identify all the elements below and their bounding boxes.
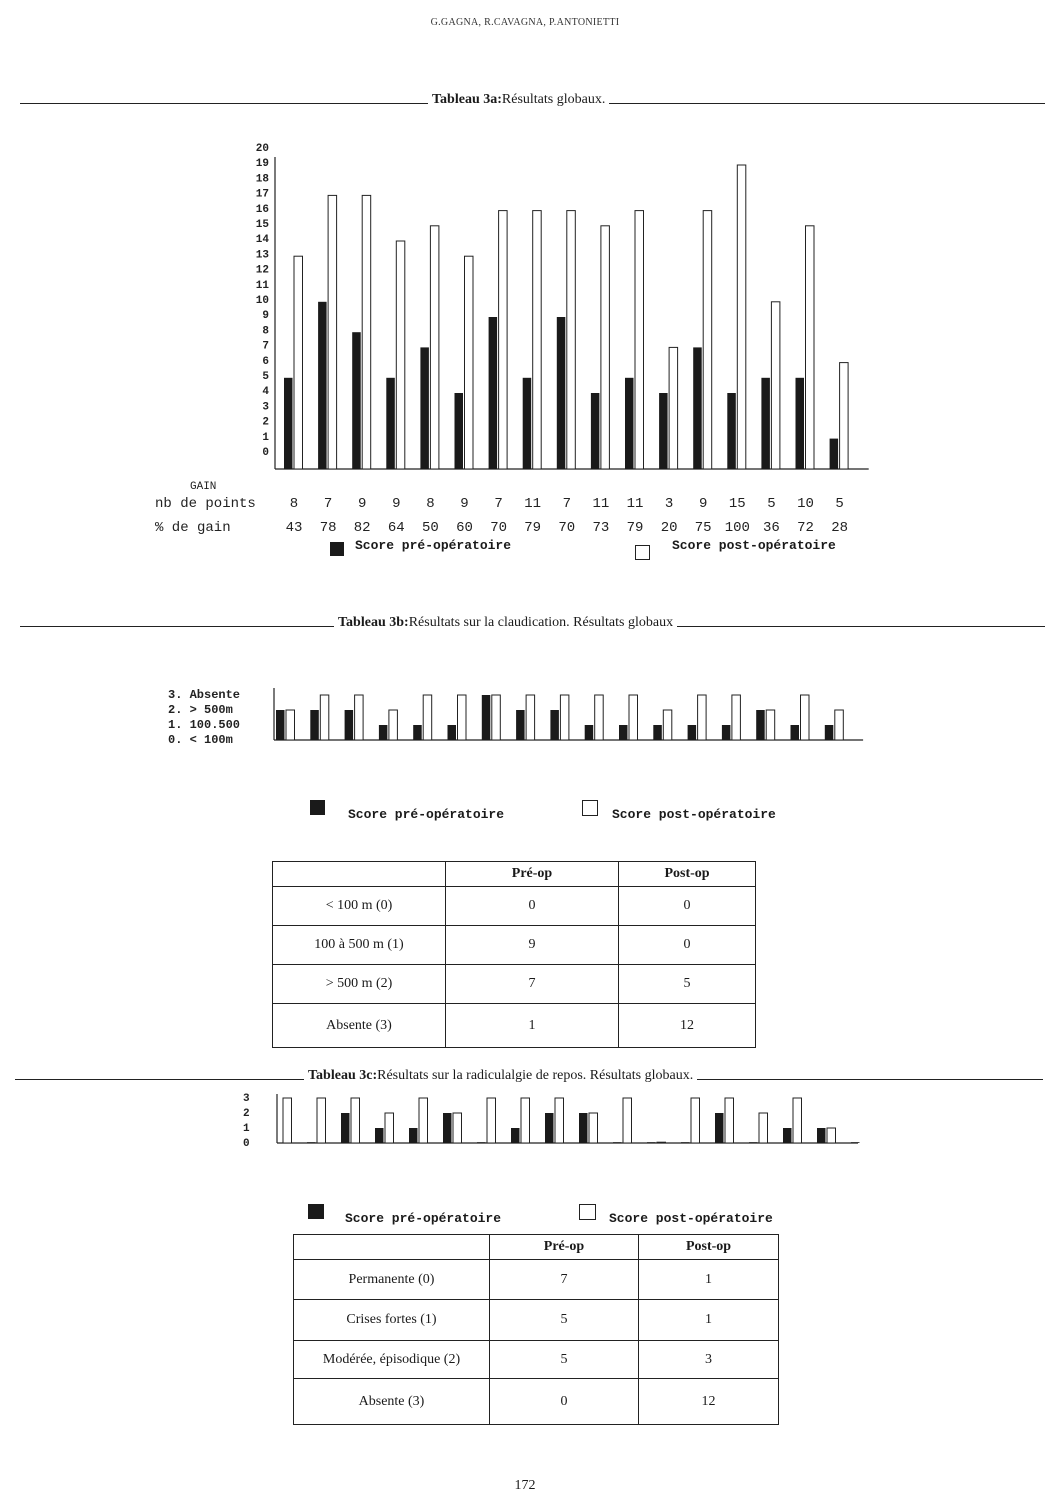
y-tick-label: 13 xyxy=(255,249,269,262)
tableau-3a-title-bar xyxy=(20,92,1045,112)
gain-pct-value: 60 xyxy=(456,520,473,536)
bar-pre-op xyxy=(341,1113,350,1143)
bar-post-op xyxy=(430,226,439,469)
gain-points-value: 5 xyxy=(767,496,776,512)
bar-post-op xyxy=(567,211,576,469)
bar-pre-op xyxy=(482,695,491,740)
gain-pct-value: 70 xyxy=(490,520,508,536)
table-row xyxy=(294,1379,779,1425)
bar-pre-op xyxy=(688,725,697,740)
pre-op-value: 7 xyxy=(446,965,619,1004)
bar-post-op xyxy=(732,695,741,740)
bar-pre-op xyxy=(386,378,395,469)
row-label: Modérée, épisodique (2) xyxy=(294,1341,490,1379)
bar-pre-op xyxy=(756,710,765,740)
chart-3b xyxy=(160,682,880,752)
row-label: Permanente (0) xyxy=(294,1260,490,1300)
bar-post-op xyxy=(521,1098,530,1143)
gain-pct-value: 20 xyxy=(660,520,678,536)
tableau-3c-title: Tableau 3c:Résultats sur la radiculalgie de repos. Résultats globaux. xyxy=(304,1068,697,1084)
bar-pre-op xyxy=(749,1142,758,1143)
bar-post-op xyxy=(601,226,610,469)
table-row xyxy=(273,926,756,965)
bar-post-op xyxy=(492,695,501,740)
gain-points-value: 11 xyxy=(626,496,644,512)
bar-pre-op xyxy=(345,710,354,740)
bar-post-op xyxy=(595,695,604,740)
y-tick-label: 14 xyxy=(255,234,269,247)
running-header: G.GAGNA, R.CAVAGNA, P.ANTONIETTI xyxy=(430,17,620,28)
legend-post-label-3c: Score post-opératoire xyxy=(609,1211,773,1226)
pre-op-value: 1 xyxy=(446,1004,619,1048)
bar-post-op xyxy=(396,241,405,469)
bar-pre-op xyxy=(647,1142,656,1143)
tableau-3c-title-bar xyxy=(15,1068,1043,1088)
bar-pre-op xyxy=(830,439,839,469)
bar-post-op xyxy=(835,710,844,740)
bar-post-op xyxy=(286,710,295,740)
y-tick-label: 16 xyxy=(255,203,269,216)
bar-post-op xyxy=(589,1113,598,1143)
bar-pre-op xyxy=(477,1142,486,1143)
pre-op-value: 0 xyxy=(446,887,619,926)
bar-pre-op xyxy=(443,1113,452,1143)
gain-points-value: 8 xyxy=(289,496,299,512)
table-row xyxy=(294,1300,779,1341)
gain-points-value: 10 xyxy=(797,496,814,512)
gain-points-value: 8 xyxy=(426,496,435,512)
bar-pre-op xyxy=(761,378,770,469)
header-cell xyxy=(294,1235,490,1260)
y-tick-label: 0 xyxy=(243,1138,250,1150)
y-tick-label: 3 xyxy=(262,401,269,414)
bar-pre-op xyxy=(659,393,668,469)
gain-pct-label: % de gain xyxy=(155,520,231,536)
gain-points-value: 7 xyxy=(562,496,572,512)
legend-post-swatch-3c xyxy=(579,1204,596,1220)
bar-pre-op xyxy=(276,710,285,740)
tableau-3b-title: Tableau 3b:Résultats sur la claudication. Résultats globaux xyxy=(334,615,677,631)
bar-pre-op xyxy=(511,1128,520,1143)
bar-pre-op xyxy=(550,710,559,740)
bar-pre-op xyxy=(791,725,800,740)
bar-post-op xyxy=(283,1098,292,1143)
y-tick-label: 7 xyxy=(262,340,269,353)
table-row xyxy=(273,1004,756,1048)
gain-pct-value: 70 xyxy=(558,520,576,536)
chart-3a xyxy=(140,135,880,565)
bar-pre-op xyxy=(352,332,361,469)
y-tick-label: 5 xyxy=(262,371,269,383)
bar-pre-op xyxy=(715,1113,724,1143)
bar-post-op xyxy=(623,1098,632,1143)
legend-pre-swatch-3b xyxy=(310,800,325,815)
gain-points-value: 5 xyxy=(835,496,844,512)
y-level-label: 3. Absente xyxy=(168,688,241,702)
y-tick-label: 2 xyxy=(262,416,269,429)
y-tick-label: 9 xyxy=(262,310,269,323)
bar-pre-op xyxy=(409,1128,418,1143)
bar-post-op xyxy=(669,347,678,469)
bar-post-op xyxy=(663,710,672,740)
table-header-row xyxy=(273,862,756,887)
y-tick-label: 6 xyxy=(262,355,269,368)
tableau-3a-title: Tableau 3a:Résultats globaux. xyxy=(428,92,609,108)
y-tick-label: 18 xyxy=(255,173,269,186)
gain-pct-value: 64 xyxy=(387,520,405,536)
gain-pct-value: 43 xyxy=(285,520,303,536)
bar-post-op xyxy=(840,363,849,469)
bar-post-op xyxy=(385,1113,394,1143)
y-tick-label: 15 xyxy=(255,219,269,231)
y-tick-label: 4 xyxy=(262,386,269,399)
header-cell: Pré-op xyxy=(490,1235,639,1260)
gain-pct-value: 73 xyxy=(592,520,610,536)
post-op-value: 1 xyxy=(639,1260,779,1300)
bar-post-op xyxy=(351,1098,360,1143)
table-row xyxy=(273,887,756,926)
post-op-value: 12 xyxy=(639,1379,779,1425)
bar-pre-op xyxy=(722,725,731,740)
bar-post-op xyxy=(317,1098,326,1143)
bar-pre-op xyxy=(817,1128,826,1143)
gain-pct-value: 50 xyxy=(421,520,439,536)
bar-post-op xyxy=(827,1128,836,1143)
row-label: Absente (3) xyxy=(273,1004,446,1048)
gain-pct-value: 36 xyxy=(762,520,780,536)
y-tick-label: 20 xyxy=(255,143,269,155)
bar-post-op xyxy=(737,165,746,469)
y-tick-label: 2 xyxy=(243,1108,250,1120)
post-op-value: 1 xyxy=(639,1300,779,1341)
bar-pre-op xyxy=(557,317,566,469)
row-label: 100 à 500 m (1) xyxy=(273,926,446,965)
pre-op-value: 5 xyxy=(490,1300,639,1341)
bar-post-op xyxy=(320,695,329,740)
gain-pct-value: 72 xyxy=(797,520,814,536)
bar-pre-op xyxy=(489,317,498,469)
post-op-value: 0 xyxy=(619,887,756,926)
bar-post-op xyxy=(533,211,542,469)
bar-post-op xyxy=(423,695,432,740)
y-tick-label: 1 xyxy=(243,1123,250,1135)
bar-pre-op xyxy=(379,725,388,740)
bar-post-op xyxy=(355,695,364,740)
y-tick-label: 11 xyxy=(255,279,269,292)
gain-pct-value: 75 xyxy=(694,520,712,536)
gain-points-value: 9 xyxy=(698,496,708,512)
bar-pre-op xyxy=(796,378,805,469)
gain-points-value: 9 xyxy=(357,496,367,512)
bar-post-op xyxy=(629,695,638,740)
bar-pre-op xyxy=(579,1113,588,1143)
gain-points-value: 7 xyxy=(494,496,503,512)
y-tick-label: 1 xyxy=(262,431,269,444)
gain-pct-value: 79 xyxy=(524,520,542,536)
bar-pre-op xyxy=(613,1142,622,1143)
gain-header: GAIN xyxy=(190,481,217,493)
bar-pre-op xyxy=(591,393,600,469)
gain-pct-value: 79 xyxy=(626,520,644,536)
row-label: < 100 m (0) xyxy=(273,887,446,926)
bar-post-op xyxy=(294,256,303,469)
pre-op-value: 0 xyxy=(490,1379,639,1425)
post-op-value: 0 xyxy=(619,926,756,965)
page-number: 172 xyxy=(514,1478,536,1493)
pre-op-value: 9 xyxy=(446,926,619,965)
legend-post-swatch-3b xyxy=(582,800,598,816)
bar-post-op xyxy=(698,695,707,740)
bar-pre-op xyxy=(825,725,834,740)
bar-pre-op xyxy=(413,725,422,740)
bar-post-op xyxy=(793,1098,802,1143)
bar-post-op xyxy=(465,256,474,469)
bar-post-op xyxy=(635,211,644,469)
bar-pre-op xyxy=(693,347,702,469)
gain-pct-value: 78 xyxy=(319,520,337,536)
y-tick-label: 17 xyxy=(255,188,269,201)
gain-pct-value: 100 xyxy=(724,520,750,536)
gain-points-label: nb de points xyxy=(155,496,256,512)
gain-points-value: 15 xyxy=(728,496,746,512)
bar-post-op xyxy=(458,695,467,740)
bar-post-op xyxy=(328,195,337,469)
table-3c xyxy=(293,1234,779,1425)
bar-pre-op xyxy=(448,725,457,740)
bar-post-op xyxy=(766,710,775,740)
row-label: > 500 m (2) xyxy=(273,965,446,1004)
table-row xyxy=(294,1260,779,1300)
bar-pre-op xyxy=(653,725,662,740)
bar-pre-op xyxy=(545,1113,554,1143)
bar-pre-op xyxy=(310,710,319,740)
tableau-3b-title-bar xyxy=(20,615,1045,635)
row-label: Crises fortes (1) xyxy=(294,1300,490,1341)
gain-points-value: 9 xyxy=(392,496,401,512)
table-3b xyxy=(272,861,756,1048)
header-cell: Post-op xyxy=(619,862,756,887)
bar-pre-op xyxy=(318,302,327,469)
gain-points-value: 7 xyxy=(323,496,333,512)
pre-op-value: 7 xyxy=(490,1260,639,1300)
gain-pct-value: 82 xyxy=(353,520,371,536)
bar-post-op xyxy=(362,195,371,469)
y-tick-label: 19 xyxy=(255,158,269,171)
bar-post-op xyxy=(691,1098,700,1143)
gain-points-value: 3 xyxy=(664,496,674,512)
bar-post-op xyxy=(389,710,398,740)
bar-post-op xyxy=(759,1113,768,1143)
bar-post-op xyxy=(560,695,569,740)
legend-pre-label-3b: Score pré-opératoire xyxy=(348,807,505,822)
y-tick-label: 0 xyxy=(262,447,269,459)
header-cell xyxy=(273,862,446,887)
legend-post-swatch-3a xyxy=(635,545,650,560)
y-tick-label: 8 xyxy=(262,325,269,338)
bar-post-op xyxy=(526,695,535,740)
y-tick-label: 3 xyxy=(243,1093,250,1105)
bar-post-op xyxy=(555,1098,564,1143)
legend-post-label-3b: Score post-opératoire xyxy=(612,807,776,822)
bar-post-op xyxy=(487,1098,496,1143)
bar-pre-op xyxy=(420,347,429,469)
bar-pre-op xyxy=(625,378,634,469)
bar-post-op xyxy=(801,695,810,740)
table-row xyxy=(273,965,756,1004)
bar-post-op xyxy=(419,1098,428,1143)
bar-post-op xyxy=(657,1142,666,1143)
legend-post-label-3a: Score post-opératoire xyxy=(672,538,836,553)
row-label: Absente (3) xyxy=(294,1379,490,1425)
header-cell: Post-op xyxy=(639,1235,779,1260)
y-level-label: 2. > 500m xyxy=(168,703,233,717)
bar-pre-op xyxy=(585,725,594,740)
table-row xyxy=(294,1341,779,1379)
bar-pre-op xyxy=(851,1142,860,1143)
bar-pre-op xyxy=(681,1142,690,1143)
post-op-value: 5 xyxy=(619,965,756,1004)
y-level-label: 1. 100.500 xyxy=(168,718,241,732)
post-op-value: 3 xyxy=(639,1341,779,1379)
bar-post-op xyxy=(725,1098,734,1143)
chart-3c xyxy=(235,1088,865,1150)
legend-pre-swatch-3c xyxy=(308,1204,324,1219)
bar-pre-op xyxy=(375,1128,384,1143)
table-header-row xyxy=(294,1235,779,1260)
bar-pre-op xyxy=(284,378,293,469)
bar-post-op xyxy=(453,1113,462,1143)
header-cell: Pré-op xyxy=(446,862,619,887)
bar-pre-op xyxy=(455,393,464,469)
bar-post-op xyxy=(806,226,815,469)
y-level-label: 0. < 100m xyxy=(168,733,233,747)
gain-points-value: 11 xyxy=(592,496,610,512)
gain-points-value: 9 xyxy=(460,496,469,512)
bar-post-op xyxy=(703,211,712,469)
bar-pre-op xyxy=(516,710,525,740)
bar-pre-op xyxy=(727,393,736,469)
gain-points-value: 11 xyxy=(524,496,542,512)
gain-pct-value: 28 xyxy=(831,520,849,536)
bar-post-op xyxy=(499,211,508,469)
bar-pre-op xyxy=(783,1128,792,1143)
y-tick-label: 12 xyxy=(255,264,269,277)
bar-pre-op xyxy=(619,725,628,740)
bar-pre-op xyxy=(523,378,532,469)
y-tick-label: 10 xyxy=(255,295,269,307)
legend-pre-label-3a: Score pré-opératoire xyxy=(355,538,512,553)
legend-pre-swatch-3a xyxy=(330,542,344,556)
bar-pre-op xyxy=(307,1142,316,1143)
post-op-value: 12 xyxy=(619,1004,756,1048)
bar-post-op xyxy=(771,302,780,469)
legend-pre-label-3c: Score pré-opératoire xyxy=(345,1211,502,1226)
pre-op-value: 5 xyxy=(490,1341,639,1379)
